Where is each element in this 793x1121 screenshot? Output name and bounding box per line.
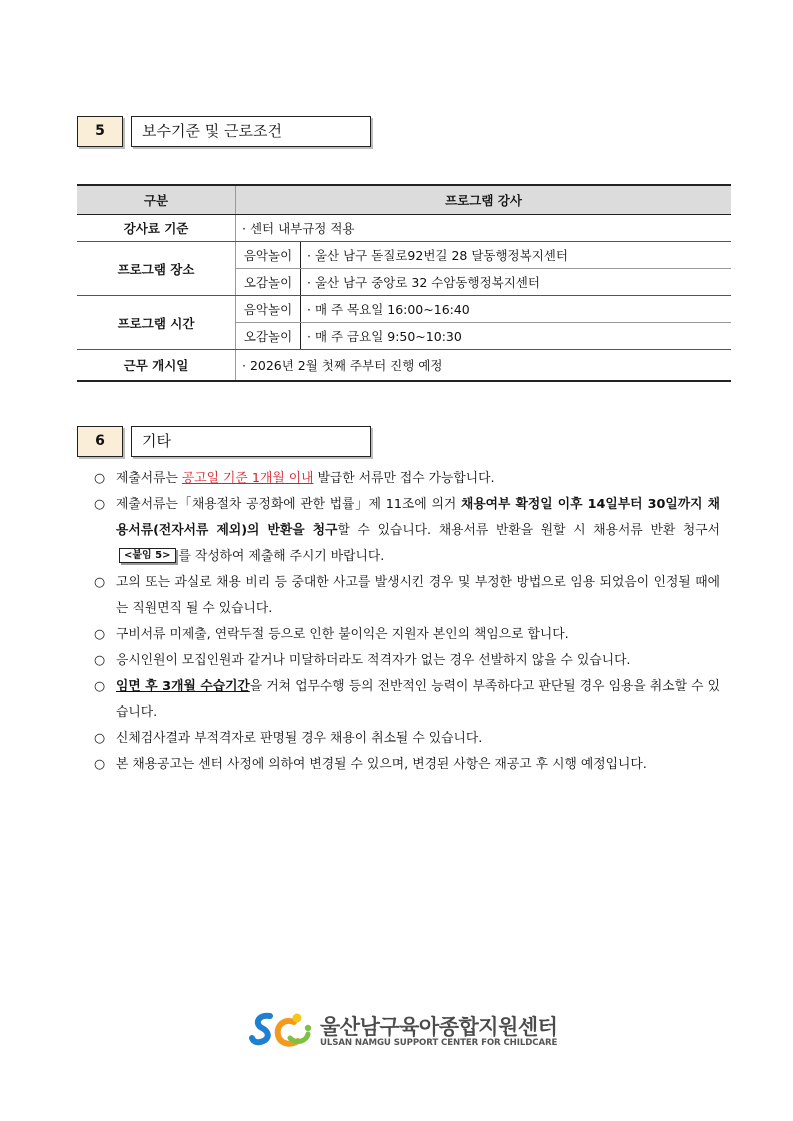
list-item: ○ 구비서류 미제출, 연락두절 등으로 인한 불이익은 지원자 본인의 책임으로 합니다.: [94, 622, 720, 648]
circle-bullet-icon: ○: [94, 731, 106, 746]
place-label: 프로그램 장소: [77, 242, 236, 296]
col-header-instructor: 프로그램 강사: [236, 185, 732, 215]
start-value: · 2026년 2월 첫째 주부터 진행 예정: [236, 350, 732, 382]
notes-list: [94, 466, 720, 778]
start-label: 근무 개시일: [77, 350, 236, 382]
place-value-music: · 울산 남구 돋질로92번길 28 달동행정복지센터: [301, 242, 732, 269]
highlight-text: 공고일 기준 1개월 이내: [181, 471, 314, 486]
circle-bullet-icon: ○: [94, 497, 106, 512]
org-name-english: ULSAN NAMGU SUPPORT CENTER FOR CHILDCARE: [320, 1038, 558, 1048]
circle-bullet-icon: ○: [94, 575, 106, 590]
org-name: 울산남구육아종합지원센터: [320, 1015, 558, 1039]
list-item: ○ 제출서류는 공고일 기준 1개월 이내 발급한 서류만 접수 가능합니다.: [94, 466, 720, 492]
circle-bullet-icon: ○: [94, 757, 106, 772]
section-title: 기타: [131, 426, 371, 457]
table-row: [77, 350, 731, 382]
place-sub-sensory: 오감놀이: [236, 269, 301, 296]
circle-bullet-icon: ○: [94, 627, 106, 642]
fee-value: · 센터 내부규정 적용: [236, 215, 732, 242]
time-value-sensory: · 매 주 금요일 9:50~10:30: [301, 323, 732, 350]
conditions-table: [77, 184, 731, 382]
time-value-music: · 매 주 목요일 16:00~16:40: [301, 296, 732, 323]
place-value-sensory: · 울산 남구 중앙로 32 수암동행정복지센터: [301, 269, 732, 296]
list-item: ○ 본 채용공고는 센터 사정에 의하여 변경될 수 있으며, 변경된 사항은 재공고 후 시행 예정입니다.: [94, 752, 720, 778]
list-item: ○ 임면 후 3개월 수습기간을 거쳐 업무수행 등의 전반적인 능력이 부족하다고 판단될 경우 임용을 취소할 수 있습니다.: [94, 674, 720, 726]
footer-logo: [248, 1008, 568, 1052]
place-sub-music: 음악놀이: [236, 242, 301, 269]
list-item: ○ 제출서류는「채용절차 공정화에 관한 법률」제 11조에 의거 채용여부 확정일 이후 14일부터 30일까지 채용서류(전자서류 제외)의 반환을 청구할 수 있습니다. 채용서류 반환을 원할 시 채용서류 반환 청구서 <붙임 5> 를 작성하여 제출해 주시기 바랍니다.: [94, 492, 720, 570]
fee-label: 강사료 기준: [77, 215, 236, 242]
list-item: ○ 응시인원이 모집인원과 같거나 미달하더라도 적격자가 없는 경우 선발하지 않을 수 있습니다.: [94, 648, 720, 674]
col-header-category: 구분: [77, 185, 236, 215]
circle-bullet-icon: ○: [94, 679, 106, 694]
table-row: [77, 215, 731, 242]
table-header-row: [77, 185, 731, 215]
time-sub-music: 음악놀이: [236, 296, 301, 323]
section-title: 보수기준 및 근로조건: [131, 116, 371, 147]
time-label: 프로그램 시간: [77, 296, 236, 350]
attachment-tag: <붙임 5>: [119, 548, 176, 563]
section-number: 6: [77, 426, 123, 457]
circle-bullet-icon: ○: [94, 471, 106, 486]
bold-text: 채용여부 확정일 이후 14일부터 30일까지 채용서류(전자서류 제외)의 반환을 청구: [116, 497, 720, 538]
list-item: ○ 고의 또는 과실로 채용 비리 등 중대한 사고를 발생시킨 경우 및 부정한 방법으로 임용 되었음이 인정될 때에는 직원면직 될 수 있습니다.: [94, 570, 720, 622]
sc-childcare-logo-icon: [248, 1008, 316, 1052]
list-item: ○ 신체검사결과 부적격자로 판명될 경우 채용이 취소될 수 있습니다.: [94, 726, 720, 752]
table-row: [77, 296, 731, 323]
section-number: 5: [77, 116, 123, 147]
time-sub-sensory: 오감놀이: [236, 323, 301, 350]
circle-bullet-icon: ○: [94, 653, 106, 668]
table-row: [77, 242, 731, 269]
bold-underline-text: 임면 후 3개월 수습기간: [116, 679, 250, 694]
